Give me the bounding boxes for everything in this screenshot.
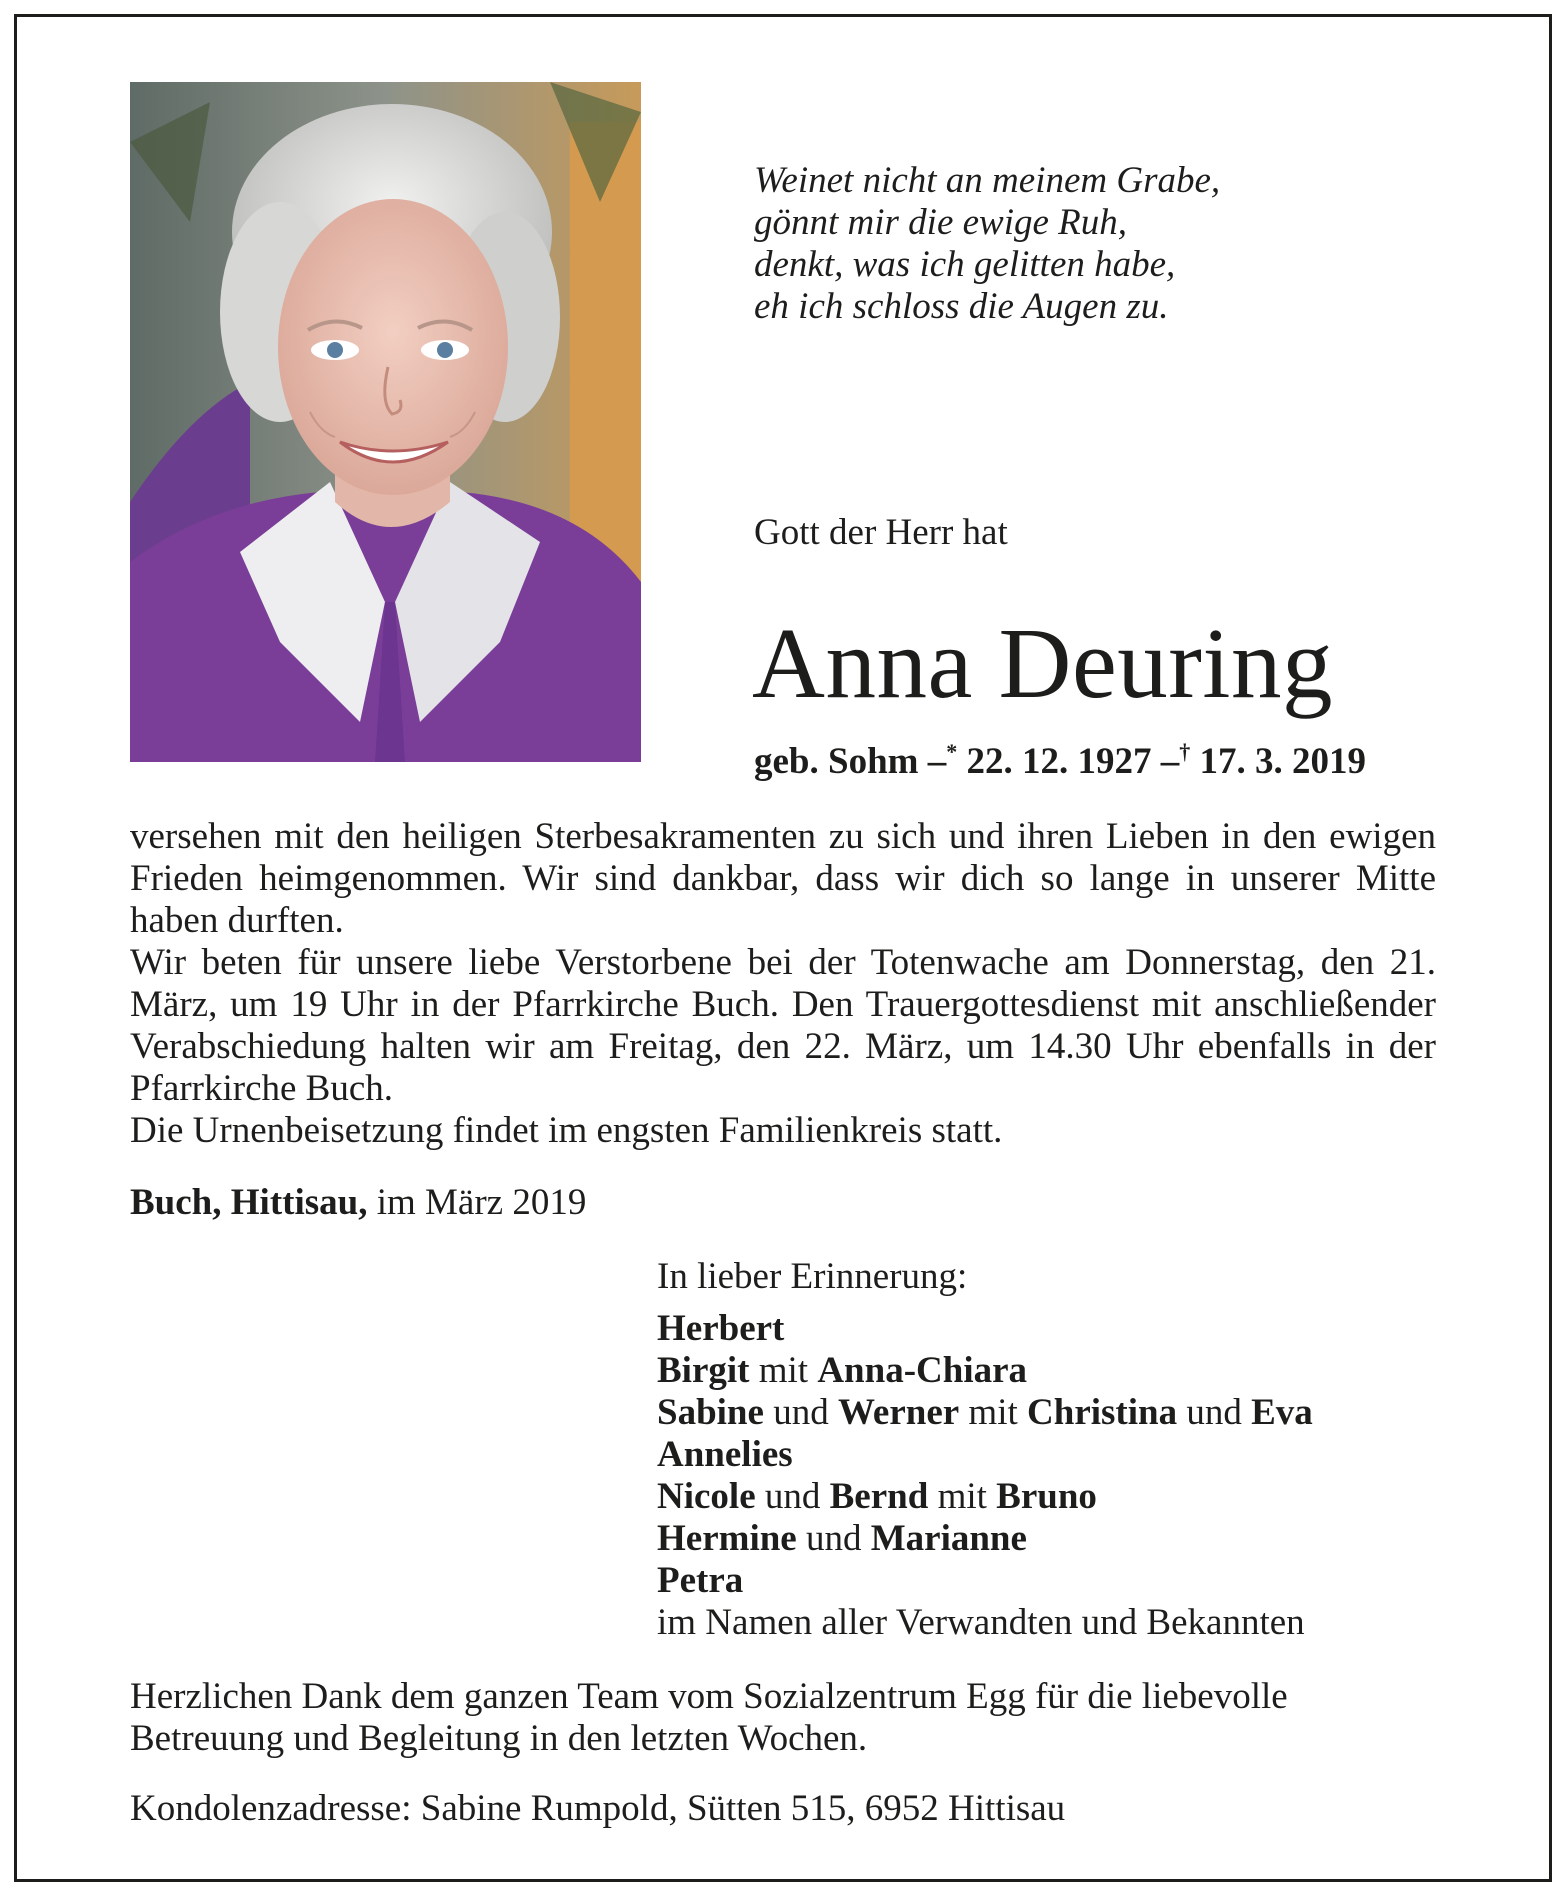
portrait-photo <box>130 82 641 762</box>
poem-line: gönnt mir die ewige Ruh, <box>754 202 1128 243</box>
death-symbol: † <box>1179 739 1191 764</box>
dash: – <box>1160 741 1180 782</box>
mourner-line <box>657 1518 1313 1560</box>
mourner-name: Annelies <box>657 1434 793 1475</box>
place-location: Buch, Hittisau, <box>130 1182 368 1223</box>
connector: mit <box>758 1350 809 1391</box>
death-date: 17. 3. 2019 <box>1199 741 1366 782</box>
connector: und <box>805 1518 862 1559</box>
birth-date: 22. 12. 1927 <box>966 741 1152 782</box>
mourner-name: Nicole <box>657 1476 756 1517</box>
connector: und <box>764 1476 821 1517</box>
mourner-line <box>657 1392 1313 1434</box>
mourner-line <box>657 1434 1313 1476</box>
mourner-name: Christina <box>1027 1392 1178 1433</box>
thanks-line: Herzlichen Dank dem ganzen Team vom Sozialzentrum Egg für die liebevolle <box>130 1676 1288 1717</box>
birth-symbol: * <box>946 739 958 764</box>
intro-text: Gott der Herr hat <box>754 512 1008 553</box>
body-paragraph: Wir beten für unsere liebe Verstorbene bei der Totenwache am Donnerstag, den 21. März, um 19 Uhr in der Pfarrkirche Buch. Den Trauergottesdienst mit anschließender Verabschiedung halten wir am Freitag, den 22. März, um 14.30 Uhr ebenfalls in der Pfarrkirche Buch. <box>130 942 1436 1109</box>
mourner-name: Eva <box>1251 1392 1313 1433</box>
mourner-name: Herbert <box>657 1308 785 1349</box>
mourner-name: Werner <box>837 1392 960 1433</box>
connector: mit <box>968 1392 1018 1433</box>
mourner-line <box>657 1350 1313 1392</box>
mourners-closing: im Namen aller Verwandten und Bekannten <box>657 1602 1305 1643</box>
mourner-name: Sabine <box>657 1392 764 1433</box>
poem-line: Weinet nicht an meinem Grabe, <box>754 160 1221 201</box>
place-month: im März 2019 <box>376 1182 587 1223</box>
mourner-line <box>657 1560 1313 1602</box>
mourner-name: Hermine <box>657 1518 797 1559</box>
connector: und <box>1186 1392 1242 1433</box>
mourner-name: Bernd <box>829 1476 929 1517</box>
mourners-heading: In lieber Erinnerung: <box>657 1256 968 1297</box>
thanks-text <box>130 1676 1288 1760</box>
mourner-name: Petra <box>657 1560 744 1601</box>
notice-body <box>130 816 1436 1152</box>
thanks-line: Betreuung und Begleitung in den letzten Wochen. <box>130 1718 868 1759</box>
mourner-line <box>657 1476 1313 1518</box>
mourner-name: Birgit <box>657 1350 750 1391</box>
dash: – <box>927 741 947 782</box>
mourner-name: Anna-Chiara <box>817 1350 1028 1391</box>
poem-verse <box>754 160 1220 328</box>
connector: und <box>773 1392 829 1433</box>
place-date <box>130 1182 586 1224</box>
mourner-name: Marianne <box>870 1518 1027 1559</box>
poem-line: denkt, was ich gelitten habe, <box>754 244 1176 285</box>
connector: mit <box>937 1476 987 1517</box>
mourner-name: Bruno <box>996 1476 1097 1517</box>
deceased-name: Anna Deuring <box>752 607 1333 719</box>
condolence-address: Kondolenzadresse: Sabine Rumpold, Sütten 515, 6952 Hittisau <box>130 1788 1066 1829</box>
poem-line: eh ich schloss die Augen zu. <box>754 286 1169 327</box>
maiden-name: geb. Sohm <box>754 741 919 782</box>
life-dates <box>754 730 1366 784</box>
mourners-list <box>657 1256 1313 1644</box>
body-paragraph: Die Urnenbeisetzung findet im engsten Familienkreis statt. <box>130 1110 1003 1151</box>
body-paragraph: versehen mit den heiligen Sterbesakramenten zu sich und ihren Lieben in den ewigen Frieden heimgenommen. Wir sind dankbar, dass wir dich so lange in unserer Mitte haben durften. <box>130 816 1436 941</box>
mourner-line <box>657 1308 1313 1350</box>
